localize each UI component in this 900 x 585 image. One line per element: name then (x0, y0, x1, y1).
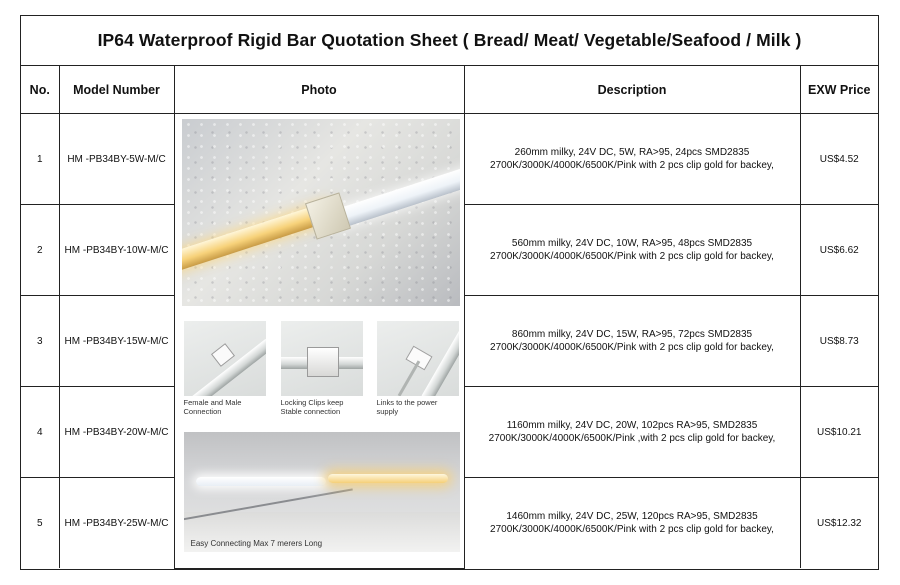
row-no: 4 (21, 387, 59, 478)
header-model: Model Number (59, 66, 174, 114)
row-description: 860mm milky, 24V DC, 15W, RA>95, 72pcs SMD2835 2700K/3000K/4000K/6500K/Pink with 2 pcs clip gold for backey, (464, 296, 800, 387)
caption-bottom: Easy Connecting Max 7 merers Long (190, 539, 323, 548)
header-photo: Photo (174, 66, 464, 114)
photo-cell (174, 114, 464, 569)
header-description: Description (464, 66, 800, 114)
caption-power: Links to the power supply (376, 398, 438, 416)
locking-clip-photo (281, 321, 363, 396)
quotation-table (21, 66, 878, 569)
waterproof-bar-photo (182, 119, 460, 306)
row-model: HM -PB34BY-5W-M/C (59, 114, 174, 205)
connector-plug (210, 343, 234, 367)
row-model: HM -PB34BY-15W-M/C (59, 296, 174, 387)
warm-light-bar (328, 474, 448, 483)
row-description: 560mm milky, 24V DC, 10W, RA>95, 48pcs SMD2835 2700K/3000K/4000K/6500K/Pink with 2 pcs clip gold for backey, (464, 205, 800, 296)
row-no: 3 (21, 296, 59, 387)
connection-photo (184, 321, 266, 396)
header-no: No. (21, 66, 59, 114)
table-row (21, 114, 878, 205)
row-description: 1160mm milky, 24V DC, 20W, 102pcs RA>95, SMD2835 2700K/3000K/4000K/6500K/Pink ,with 2 pcs clip gold for backey, (464, 387, 800, 478)
cool-light-bar (196, 477, 326, 486)
row-description: 1460mm milky, 24V DC, 25W, 120pcs RA>95, SMD2835 2700K/3000K/4000K/6500K/Pink with 2 pcs clip gold for backey, (464, 478, 800, 569)
power-wire (397, 360, 420, 396)
header-row (21, 66, 878, 114)
row-price: US$4.52 (800, 114, 878, 205)
row-price: US$12.32 (800, 478, 878, 569)
connected-bars-photo (184, 432, 460, 552)
row-model: HM -PB34BY-10W-M/C (59, 205, 174, 296)
quotation-sheet (20, 15, 879, 570)
caption-connection: Female and Male Connection (183, 398, 242, 416)
header-price: EXW Price (800, 66, 878, 114)
row-price: US$6.62 (800, 205, 878, 296)
photo-collage (175, 114, 465, 568)
sheet-title: IP64 Waterproof Rigid Bar Quotation Sheet ( Bread/ Meat/ Vegetable/Seafood / Milk ) (21, 16, 878, 66)
power-link-photo (377, 321, 459, 396)
row-description: 260mm milky, 24V DC, 5W, RA>95, 24pcs SMD2835 2700K/3000K/4000K/6500K/Pink with 2 pcs clip gold for backey, (464, 114, 800, 205)
caption-locking: Locking Clips keep Stable connection (280, 398, 344, 416)
row-price: US$8.73 (800, 296, 878, 387)
row-no: 1 (21, 114, 59, 205)
end-cap (405, 346, 432, 371)
row-price: US$10.21 (800, 387, 878, 478)
row-no: 5 (21, 478, 59, 569)
row-model: HM -PB34BY-20W-M/C (59, 387, 174, 478)
row-no: 2 (21, 205, 59, 296)
row-model: HM -PB34BY-25W-M/C (59, 478, 174, 569)
locking-clip (307, 347, 339, 377)
